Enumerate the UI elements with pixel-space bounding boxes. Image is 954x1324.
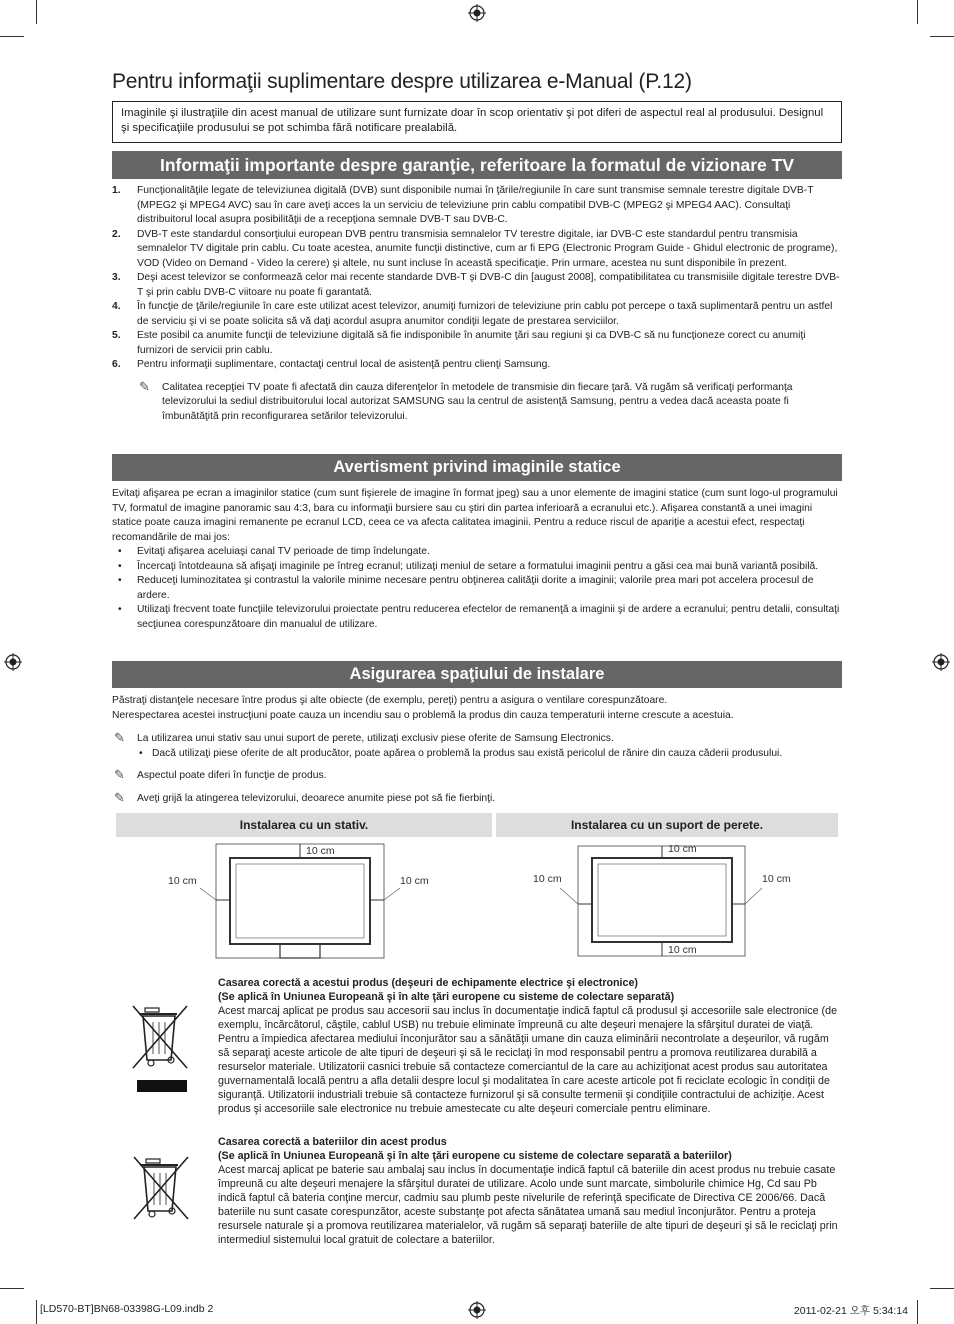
static-images-body	[112, 487, 842, 632]
item-text: DVB-T este standardul consorţiului european DVB pentru transmisia semnalelor TV terestre digitale, iar DVB-C este standardul pentru transmisia semnalelor TV digitale prin cablu. Cu toate acestea, anumite funcţii distinctive, cum ar fi EPG (Electronic Program Guide - Ghidul electronic de programe), VOD (Video on Demand - Video la cerere) şi altele, nu sunt incluse în această specificaţie. Prin urmare, acestea nu sunt disponibile în prezent.	[137, 228, 838, 269]
list-item	[112, 574, 842, 603]
bullet-icon: •	[118, 546, 122, 557]
bullet-icon: •	[118, 560, 122, 572]
list-item	[112, 228, 842, 272]
sub-bullet-text: Dacă utilizaţi piese oferite de alt producător, poate apărea o problemă la produs sau există pericolul de rănire din cauza căderii produsului.	[152, 747, 783, 759]
crop-mark	[930, 36, 954, 37]
item-text: Pentru informaţii suplimentare, contactaţi centrul local de asistenţă pentru clienţi Samsung.	[137, 359, 551, 370]
crop-mark	[0, 36, 24, 37]
left-distance-label: 10 cm	[168, 875, 197, 887]
registration-mark-icon	[468, 4, 486, 22]
bullet-text: Utilizaţi frecvent toate funcţiile televizorului proiectate pentru reducerea efectelor de remanenţă a imaginii şi de ardere a ecranului; pentru detalii, consultaţi secţiunea corespunzătoare din manualul de utilizare.	[137, 604, 840, 630]
bullet-text: Evitaţi afişarea aceluiaşi canal TV perioade de timp îndelungate.	[137, 546, 430, 557]
note-text: Aveţi grijă la atingerea televizorului, deoarece anumite piese pot să fie fierbinţi.	[137, 793, 496, 804]
samsung-parts-note	[112, 732, 842, 761]
list-item	[112, 603, 842, 632]
bullet-icon: •	[118, 604, 122, 615]
item-text: Funcţionalităţile legate de televiziunea digitală (DVB) sunt disponibile numai în ţările/regiunile în care sunt transmise semnale terestre digitale DVB-T (MPEG2 şi MPEG4 AVC) sau în care aveţi acces la un serviciu de televiziune prin cablu compatibil DVB-C (MPEG2 şi MPEG4 AAC). Consultaţi distribuitorul local asupra posibilităţii de a recepţiona semnale DVB-T sau DVB-C.	[137, 185, 814, 225]
battery-subtitle: (Se aplică în Uniunea Europeană şi în alte ţări europene cu sisteme de colectare separată a bateriilor)	[218, 1150, 732, 1162]
weee-title: Casarea corectă a acestui produs (deşeuri de echipamente electrice şi electronice)	[218, 977, 638, 989]
section-heading-warranty: Informaţii importante despre garanţie, referitoare la formatul de vizionare TV	[112, 151, 842, 179]
static-images-intro: Evitaţi afişarea pe ecran a imaginilor statice (cum sunt fişierele de imagine în format jpeg) sau a unor elemente de imagini statice (cum sunt logo-ul programului TV, formatul de imagine panoramic sau 4:3, bara cu informaţii bursiere sau cu ştiri din partea inferioară a ecranului etc.). Afişarea constantă a unei imagini statice poate cauza imagini remanente pe ecranul LCD, ceea ce va afecta calitatea imaginii. Pentru a reduce riscul de apariţie a acestui efect, respectaţi recomandările de mai jos:	[112, 488, 838, 543]
weee-body: Acest marcaj aplicat pe produs sau accesorii sau inclus în documentaţie indică faptul că produsul şi accesoriile sale electronice (de exemplu, încărcătorul, căştile, cablul USB) nu trebuie eliminate împreună cu alte deşeuri menajere la sfârşitul duratei de viaţă. Pentru a împiedica afectarea mediului înconjurător sau a sănătăţii umane din cauza eliminării necontrolate a deşeurilor, vă rugăm să separaţi aceste articole de alte tipuri de deşeuri şi să le reciclaţi în mod responsabil pentru a promova reutilizarea durabilă a resurselor materiale. Utilizatorii casnici trebuie să contacteze comerciantul de la care au achiziţionat acest produs sau autoritatea guvernamentală locală pentru a afla detalii despre locul şi modalitatea în care aceste articole pot fi reciclate ecologic în condiţii de siguranţă. Utilizatorii industriali trebuie să contacteze furnizorul şi să consulte termenii şi condiţiile contractului de achiziţie. Acest produs şi accesoriile sale electronice nu trebuie amestecate cu alte deşeuri comerciale pentru eliminare.	[218, 1005, 838, 1115]
pencil-note-icon: ✎	[114, 790, 125, 805]
page-title: Pentru informaţii suplimentare despre utilizarea e-Manual (P.12)	[112, 70, 692, 93]
item-number: 4.	[112, 301, 121, 312]
installation-intro	[112, 694, 842, 723]
crop-mark	[930, 1288, 954, 1289]
bullet-icon: •	[139, 747, 143, 759]
stand-installation-diagram	[160, 842, 440, 960]
right-distance-label: 10 cm	[400, 875, 429, 887]
bullet-icon: •	[118, 575, 122, 586]
registration-mark-icon	[4, 653, 22, 671]
list-item	[112, 329, 842, 358]
item-number: 2.	[112, 228, 121, 240]
registration-mark-icon	[468, 1301, 486, 1319]
stand-installation-header: Instalarea cu un stativ.	[116, 813, 492, 837]
pencil-note-icon: ✎	[114, 730, 125, 745]
crop-mark	[36, 0, 37, 24]
item-text: În funcţie de ţările/regiunile în care este utilizat acest televizor, anumiţi furnizori de televiziune prin cablu pot percepe o taxă suplimentară pentru un astfel de serviciu şi vi se poate solicita să vă daţi acordul asupra anumitor condiţii legate de prestarea serviciilor.	[137, 301, 833, 327]
top-distance-label: 10 cm	[668, 843, 697, 855]
sub-bullet	[112, 747, 842, 762]
disclaimer-box: Imaginile şi ilustraţiile din acest manual de utilizare sunt furnizate doar în scop orientativ şi pot diferi de aspectul real al produsului. Designul şi specificaţiile produsului se pot schimba fără notificare prealabilă.	[112, 101, 842, 143]
item-number: 3.	[112, 272, 121, 283]
list-item	[112, 545, 842, 560]
note-text: Calitatea recepţiei TV poate fi afectată din cauza diferenţelor în metodele de transmisie din fiecare ţară. Vă rugăm să verificaţi performanţa televizorului la sediul distribuitorului local autorizat SAMSUNG sau la centrul de asistenţă Samsung, pentru a vedea dacă aceasta poate fi îmbunătăţită prin reconfigurarea setărilor televizorului.	[162, 381, 793, 422]
footer-timestamp: 2011-02-21 오후 5:34:14	[793, 1305, 908, 1317]
item-text: Deşi acest televizor se conformează celor mai recente standarde DVB-T şi DVB-C din [august 2008], compatibilitatea cu transmisiile digitale terestre DVB-T şi prin cablu DVB-C viitoare nu poate fi garantată.	[137, 272, 840, 298]
installation-intro-line2: Nerespectarea acestei instrucţiuni poate cauza un incendiu sau o problemă la produs din cauza temperaturii interne crescute a acestuia.	[112, 709, 734, 721]
list-item	[112, 300, 842, 329]
warranty-list	[112, 184, 842, 424]
pencil-note-icon: ✎	[114, 767, 125, 782]
reception-note	[112, 378, 842, 425]
bullet-text: Reduceţi luminozitatea şi contrastul la valorile minime necesare pentru obţinerea calităţii dorite a imaginii; valorile prea mari pot accelera procesul de ardere.	[137, 575, 814, 601]
top-distance-label: 10 cm	[306, 845, 335, 857]
section-heading-installation-space: Asigurarea spaţiului de instalare	[112, 661, 842, 688]
battery-body: Acest marcaj aplicat pe baterie sau ambalaj sau inclus în documentaţie indică faptul că bateriile din acest produs nu trebuie casate împreună cu alte deşeuri menajere la sfârşitul duratei de utilizare. Acolo unde sunt marcate, simbolurile chimice Hg, Cd sau Pb indică faptul că bateria conţine mercur, cadmiu sau plumb peste nivelurile de referinţă specificate de Directiva CE 2006/66. Dacă bateriile nu sunt casate corespunzător, aceste substanţe pot afecta sănătatea umană sau mediul înconjurător. Pentru a proteja resursele naturale şi a promova reutilizarea materialelor, vă rugăm să separaţi bateriile de alte tipuri de deşeuri şi să le reciclaţi prin intermediul sistemului local gratuit de colectare a bateriilor.	[218, 1164, 838, 1246]
registration-mark-icon	[932, 653, 950, 671]
crop-mark	[0, 1288, 24, 1289]
note-text: Aspectul poate diferi în funcţie de produs.	[137, 770, 327, 781]
crossed-battery-bin-icon	[128, 1155, 196, 1225]
wall-installation-header: Instalarea cu un suport de perete.	[496, 813, 838, 837]
list-item	[112, 560, 842, 575]
pencil-note-icon: ✎	[139, 378, 150, 394]
weee-subtitle: (Se aplică în Uniunea Europeană şi în alte ţări europene cu sisteme de colectare separată)	[218, 991, 675, 1003]
installation-intro-line1: Păstraţi distanţele necesare între produs şi alte obiecte (de exemplu, pereţi) pentru a asigura o ventilare corespunzătoare.	[112, 695, 668, 706]
item-text: Este posibil ca anumite funcţii de televiziune digitală să fie indisponibile în anumite ţări sau regiuni şi ca DVB-C să nu funcţioneze corect cu anumiţi furnizori de servicii prin cablu.	[137, 330, 806, 356]
footer-file-info: [LD570-BT]BN68-03398G-L09.indb 2	[40, 1303, 214, 1315]
battery-disposal-text	[218, 1135, 838, 1247]
left-distance-label: 10 cm	[533, 873, 562, 885]
list-item	[112, 184, 842, 228]
list-item	[112, 358, 842, 373]
crop-mark	[917, 0, 918, 24]
weee-disposal-text	[218, 976, 838, 1116]
item-number: 1.	[112, 185, 121, 196]
wall-installation-diagram	[530, 842, 810, 960]
section-heading-static-images: Avertisment privind imaginile statice	[112, 454, 842, 481]
item-number: 6.	[112, 359, 121, 370]
right-distance-label: 10 cm	[762, 873, 791, 885]
note-text: La utilizarea unui stativ sau unui suport de perete, utilizaţi exclusiv piese oferite de Samsung Electronics.	[137, 733, 614, 744]
bottom-distance-label: 10 cm	[668, 944, 697, 956]
battery-title: Casarea corectă a bateriilor din acest produs	[218, 1136, 447, 1148]
appearance-note	[112, 769, 842, 784]
crop-mark	[36, 1300, 37, 1324]
hot-parts-note	[112, 792, 842, 807]
list-item	[112, 271, 842, 300]
item-number: 5.	[112, 330, 121, 341]
bullet-text: Încercaţi întotdeauna să afişaţi imaginile pe întreg ecranul; utilizaţi meniul de setare a formatului imaginii pentru a găsi cea mai bună variantă posibilă.	[137, 560, 819, 572]
crossed-bin-icon	[127, 1002, 195, 1096]
crop-mark	[917, 1300, 918, 1324]
